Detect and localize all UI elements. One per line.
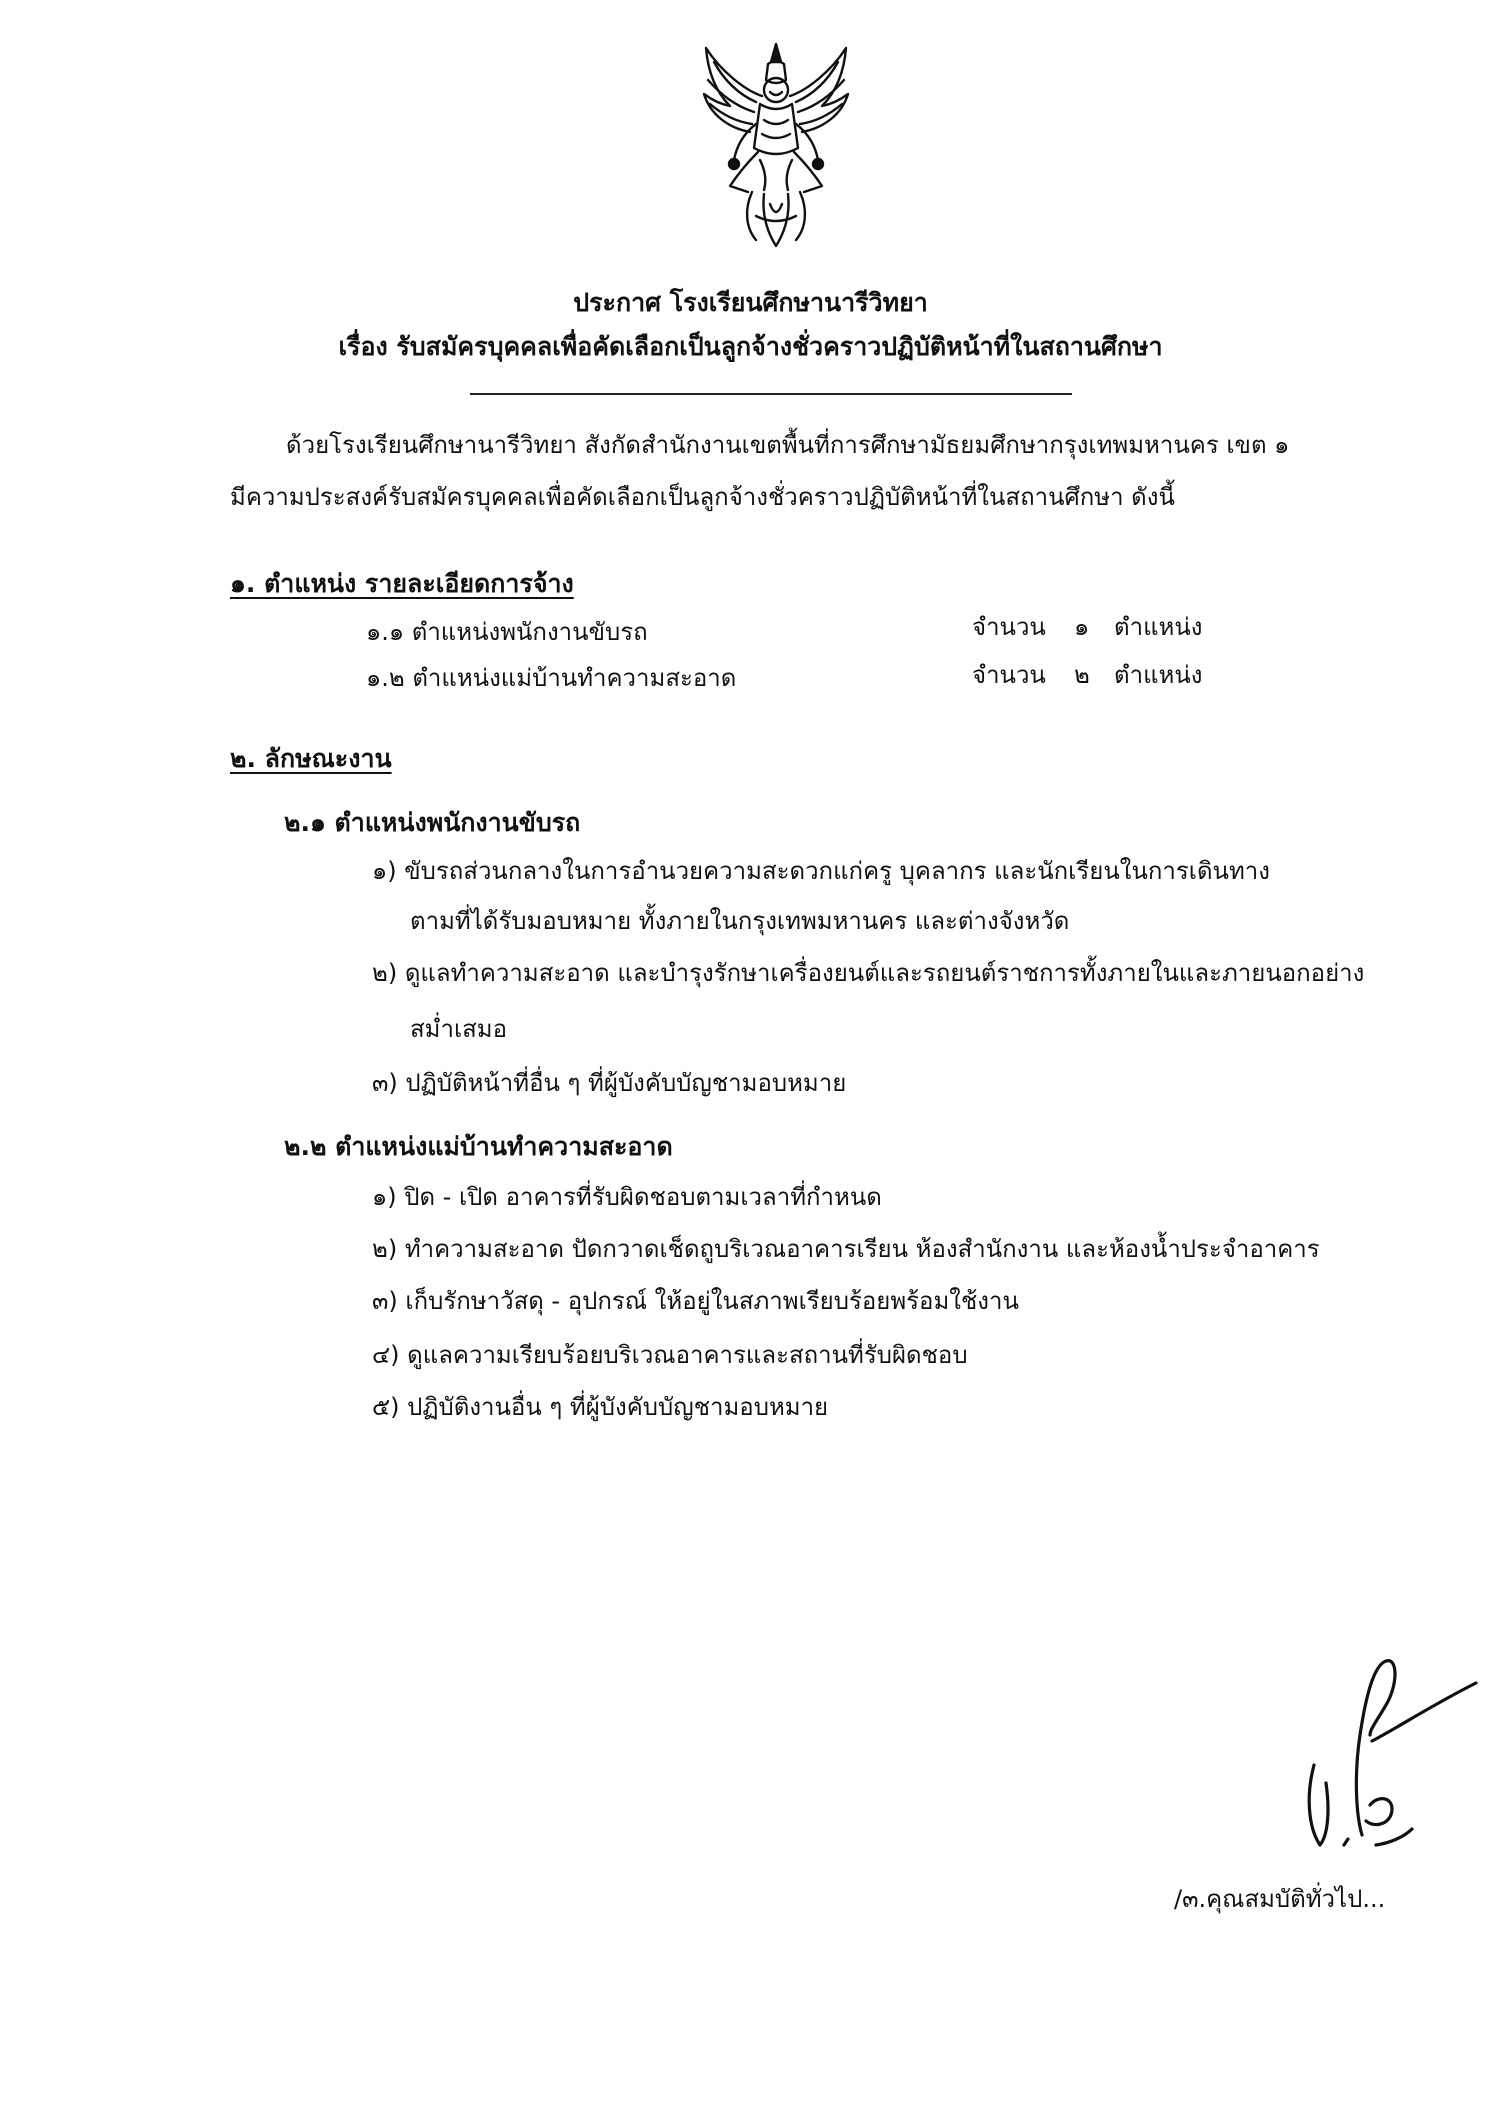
continuation-note: /๓.คุณสมบัติทั่วไป... — [1174, 1885, 1386, 1913]
position-2-count-label: จำนวน — [972, 661, 1046, 689]
position-1-count-label: จำนวน — [972, 613, 1046, 641]
garuda-emblem-icon — [694, 40, 858, 254]
intro-line-1: ด้วยโรงเรียนศึกษานารีวิทยา สังกัดสำนักงานเขตพื้นที่การศึกษามัธยมศึกษากรุงเทพมหานคร เขต ๑ — [286, 431, 1290, 459]
duty-housekeeper-4: ๔) ดูแลความเรียบร้อยบริเวณอาคารและสถานที่รับผิดชอบ — [372, 1341, 968, 1369]
duty-housekeeper-1: ๑) ปิด - เปิด อาคารที่รับผิดชอบตามเวลาที่กำหนด — [372, 1183, 882, 1211]
duty-housekeeper-3: ๓) เก็บรักษาวัสดุ - อุปกรณ์ ให้อยู่ในสภาพเรียบร้อยพร้อมใช้งาน — [372, 1287, 1019, 1315]
position-1-unit: ตำแหน่ง — [1114, 613, 1203, 641]
position-2-count: ๒ — [1074, 661, 1090, 689]
announcement-subject: เรื่อง รับสมัครบุคคลเพื่อคัดเลือกเป็นลูกจ้างชั่วคราวปฏิบัติหน้าที่ในสถานศึกษา — [338, 332, 1163, 361]
handwritten-signature — [1300, 1645, 1480, 1860]
duty-driver-1: ๑) ขับรถส่วนกลางในการอำนวยความสะดวกแก่ครู บุคลากร และนักเรียนในการเดินทาง — [372, 857, 1270, 885]
section-2-heading: ๒. ลักษณะงาน — [230, 744, 392, 773]
section-1-heading: ๑. ตำแหน่ง รายละเอียดการจ้าง — [230, 569, 574, 598]
title-divider — [470, 393, 1072, 395]
duty-driver-3: ๓) ปฏิบัติหน้าที่อื่น ๆ ที่ผู้บังคับบัญชามอบหมาย — [372, 1069, 847, 1097]
position-1-name: ๑.๑ ตำแหน่งพนักงานขับรถ — [366, 618, 648, 646]
position-2-unit: ตำแหน่ง — [1114, 661, 1203, 689]
position-1-count: ๑ — [1074, 613, 1090, 641]
duty-driver-2: ๒) ดูแลทำความสะอาด และบำรุงรักษาเครื่องยนต์และรถยนต์ราชการทั้งภายในและภายนอกอย่าง — [372, 959, 1365, 987]
duty-driver-1-cont: ตามที่ได้รับมอบหมาย ทั้งภายในกรุงเทพมหานคร และต่างจังหวัด — [410, 907, 1070, 935]
position-2-name: ๑.๒ ตำแหน่งแม่บ้านทำความสะอาด — [366, 664, 737, 692]
announcement-title: ประกาศ โรงเรียนศึกษานารีวิทยา — [573, 288, 928, 317]
duty-housekeeper-2: ๒) ทำความสะอาด ปัดกวาดเช็ดถูบริเวณอาคารเรียน ห้องสำนักงาน และห้องน้ำประจำอาคาร — [372, 1235, 1320, 1263]
duty-driver-2-cont: สม่ำเสมอ — [410, 1015, 508, 1043]
section-2-1-heading: ๒.๑ ตำแหน่งพนักงานขับรถ — [284, 808, 581, 837]
intro-line-2: มีความประสงค์รับสมัครบุคคลเพื่อคัดเลือกเป็นลูกจ้างชั่วคราวปฏิบัติหน้าที่ในสถานศึกษา ดังนี้ — [230, 483, 1175, 511]
section-2-2-heading: ๒.๒ ตำแหน่งแม่บ้านทำความสะอาด — [284, 1132, 673, 1161]
duty-housekeeper-5: ๕) ปฏิบัติงานอื่น ๆ ที่ผู้บังคับบัญชามอบหมาย — [372, 1393, 829, 1421]
